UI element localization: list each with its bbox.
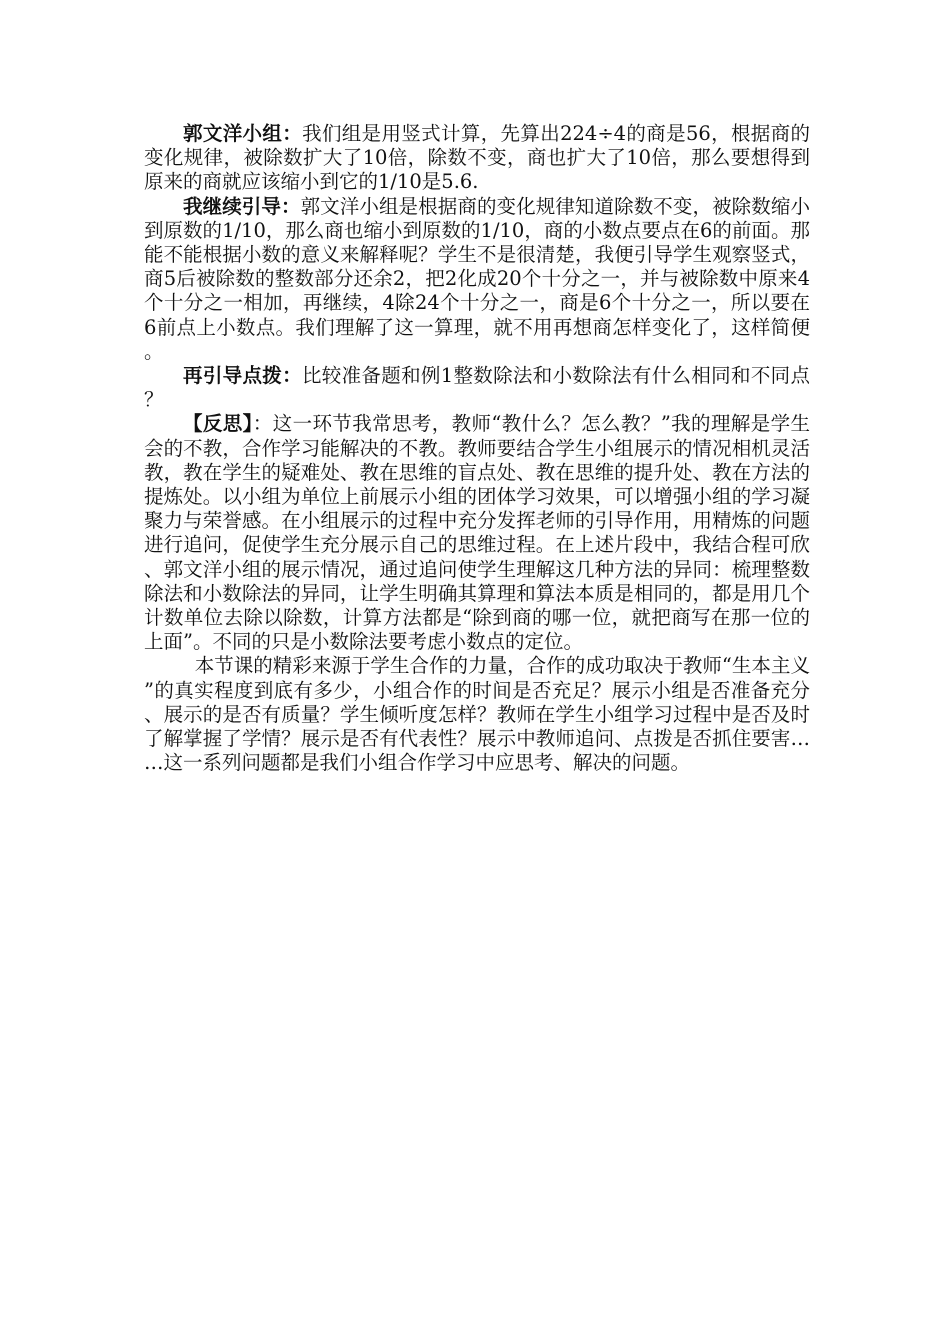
paragraph-text: 比较准备题和例1整数除法和小数除法有什么相同和不同点？ bbox=[144, 364, 810, 412]
paragraph-continue-guide bbox=[144, 195, 810, 364]
paragraph-further-guide bbox=[144, 364, 810, 412]
paragraph-text: 我们组是用竖式计算，先算出224÷4的商是56，根据商的变化规律，被除数扩大了10倍，除数不变，商也扩大了10倍，那么要想得到原来的商就应该缩小到它的1/10是5.6. bbox=[144, 122, 810, 194]
paragraph-lead: 【反思】 bbox=[183, 412, 253, 436]
paragraph-guo-group bbox=[144, 122, 810, 195]
paragraph-conclusion bbox=[144, 654, 810, 775]
paragraph-lead: 郭文洋小组： bbox=[183, 122, 303, 145]
paragraph-lead: 再引导点拨： bbox=[183, 364, 302, 388]
paragraph-lead: 我继续引导： bbox=[183, 194, 301, 218]
paragraph-text: 郭文洋小组是根据商的变化规律知道除数不变，被除数缩小到原数的1/10，那么商也缩小到原数的1/10，商的小数点要点在6的前面。那能不能根据小数的意义来解释呢？学生不是很清楚，我便引导学生观察竖式，商5后被除数的整数部分还余2，把2化成20个十分之一，并与被除数中原来4个十分之一相加，再继续，4除24个十分之一，商是6个十分之一，所以要在6前点上小数点。我们理解了这一算理，就不用再想商怎样变化了，这样简便。 bbox=[144, 194, 810, 363]
document-page bbox=[144, 122, 810, 775]
paragraph-text: ：这一环节我常思考，教师“教什么？怎么教？”我的理解是学生会的不教，合作学习能解决的不教。教师要结合学生小组展示的情况相机灵活教，教在学生的疑难处、教在思维的盲点处、教在思维的提升处、教在方法的提炼处。以小组为单位上前展示小组的团体学习效果，可以增强小组的学习凝聚力与荣誉感。在小组展示的过程中充分发挥老师的引导作用，用精炼的问题进行追问，促使学生充分展示自己的思维过程。在上述片段中，我结合程可欣、郭文洋小组的展示情况，通过追问使学生理解这几种方法的异同：梳理整数除法和小数除法的异同，让学生明确其算理和算法本质是相同的，都是用几个计数单位去除以除数，计算方法都是“除到商的哪一位，就把商写在那一位的上面”。不同的只是小数除法要考虑小数点的定位。 bbox=[144, 412, 810, 654]
paragraph-text: 本节课的精彩来源于学生合作的力量，合作的成功取决于教师“生本主义”的真实程度到底有多少，小组合作的时间是否充足？展示小组是否准备充分、展示的是否有质量？学生倾听度怎样？教师在学生小组学习过程中是否及时了解掌握了学情？展示是否有代表性？展示中教师追问、点拨是否抓住要害……这一系列问题都是我们小组合作学习中应思考、解决的问题。 bbox=[144, 654, 810, 775]
paragraph-reflection bbox=[144, 412, 810, 654]
